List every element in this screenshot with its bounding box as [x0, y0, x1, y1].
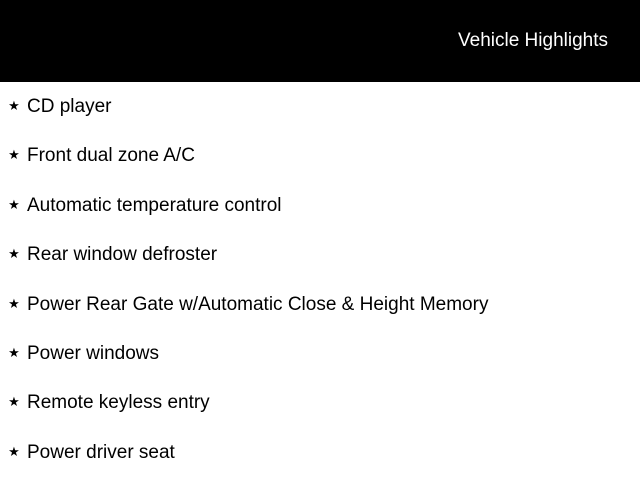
header-bar: [0, 0, 640, 82]
highlight-label: CD player: [27, 96, 112, 117]
star-icon: ★: [8, 196, 20, 212]
star-icon: ★: [8, 246, 20, 262]
star-icon: ★: [8, 344, 20, 360]
page-title: Vehicle Highlights: [458, 30, 608, 51]
highlights-list: [0, 95, 640, 490]
star-icon: ★: [8, 394, 20, 410]
highlight-label: Front dual zone A/C: [27, 145, 195, 167]
highlight-label: Power driver seat: [27, 441, 175, 463]
star-icon: ★: [8, 443, 20, 459]
highlight-label: Power Rear Gate w/Automatic Close & Height Memory: [27, 293, 489, 315]
list-item: [0, 391, 640, 440]
list-item: [0, 95, 640, 144]
highlight-label: Rear window defroster: [27, 244, 218, 266]
highlight-label: Automatic temperature control: [27, 194, 282, 216]
highlight-label: Power windows: [27, 342, 159, 364]
star-icon: ★: [8, 147, 20, 163]
list-item: [0, 441, 640, 490]
star-icon: ★: [8, 98, 20, 113]
list-item: [0, 144, 640, 193]
list-item: [0, 293, 640, 342]
star-icon: ★: [8, 295, 20, 311]
list-item: [0, 243, 640, 292]
list-item: [0, 194, 640, 243]
highlight-label: Remote keyless entry: [27, 392, 210, 414]
list-item: [0, 342, 640, 391]
